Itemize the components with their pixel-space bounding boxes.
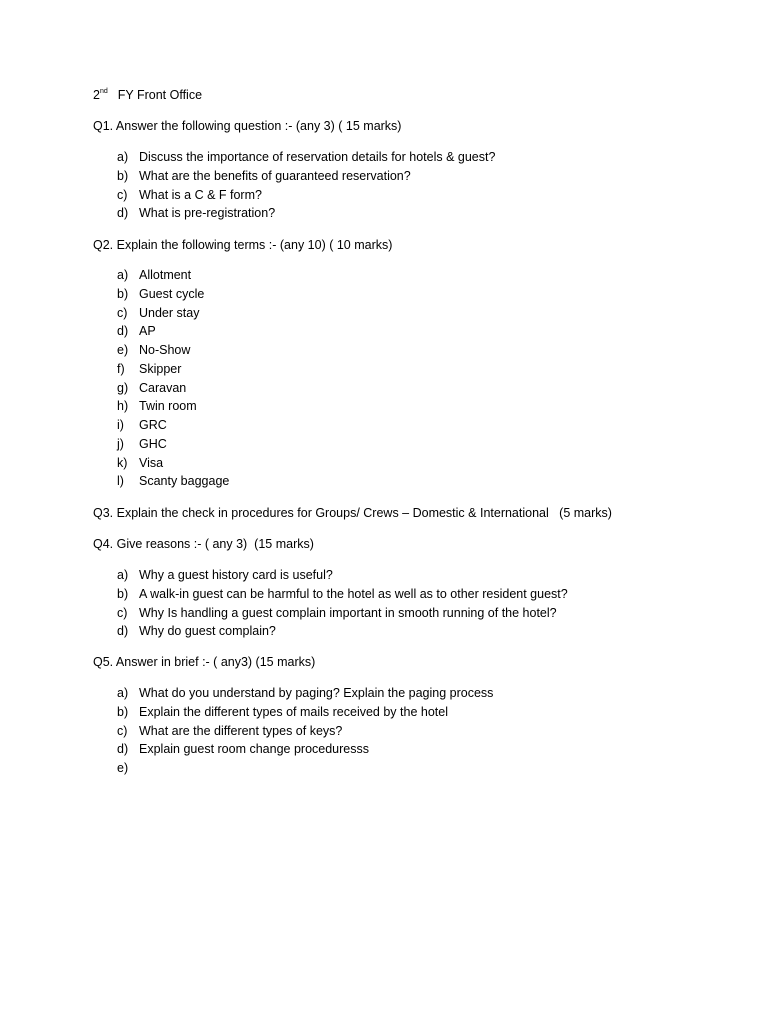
item-marker: l)	[117, 474, 124, 489]
list-item	[117, 322, 229, 341]
item-marker: j)	[117, 436, 124, 451]
list-item	[117, 604, 568, 623]
item-text: Skipper	[139, 361, 182, 376]
q1-list	[117, 148, 495, 223]
item-text: What are the different types of keys?	[139, 723, 343, 738]
item-text: Allotment	[139, 268, 192, 282]
q5-list	[117, 684, 493, 778]
item-marker: g)	[117, 380, 129, 395]
list-item	[117, 722, 493, 741]
item-text: Caravan	[139, 380, 187, 395]
item-text: GHC	[139, 436, 167, 451]
item-marker: b)	[117, 286, 129, 301]
list-item	[117, 684, 493, 703]
title-number: 2	[93, 88, 100, 102]
item-marker: d)	[117, 624, 129, 639]
list-item	[117, 204, 495, 223]
title-text: FY Front Office	[117, 88, 203, 102]
item-text: GRC	[139, 418, 167, 432]
item-marker: e)	[117, 343, 129, 357]
list-item	[117, 703, 493, 722]
item-marker: d)	[117, 206, 129, 221]
item-text: Explain guest room change proceduresss	[139, 742, 369, 757]
list-item	[117, 266, 229, 285]
item-marker: c)	[117, 723, 128, 738]
item-marker: c)	[117, 187, 128, 202]
list-item	[117, 186, 495, 205]
q2-list	[117, 266, 229, 491]
list-item	[117, 585, 568, 604]
list-item	[117, 622, 568, 641]
item-text: A walk-in guest can be harmful to the hotel as well as to other resident guest?	[139, 586, 568, 601]
list-item	[117, 167, 495, 186]
list-item	[117, 304, 229, 323]
list-item	[117, 566, 568, 585]
item-marker: d)	[117, 742, 129, 757]
list-item	[117, 285, 229, 304]
item-marker: a)	[117, 686, 129, 700]
list-item	[117, 759, 493, 778]
list-item	[117, 360, 229, 379]
item-marker: b)	[117, 586, 129, 601]
item-marker: a)	[117, 268, 129, 282]
item-marker: a)	[117, 568, 129, 582]
list-item	[117, 341, 229, 360]
item-text: What is a C & F form?	[139, 187, 262, 202]
list-item	[117, 472, 229, 491]
item-text: Why Is handling a guest complain important in smooth running of the hotel?	[139, 605, 557, 620]
item-marker: h)	[117, 399, 129, 414]
list-item	[117, 397, 229, 416]
item-text: What is pre-registration?	[139, 206, 276, 221]
q4-list	[117, 566, 568, 641]
q2-heading: Q2. Explain the following terms :- (any 10) ( 10 marks)	[93, 238, 393, 252]
item-text: AP	[139, 324, 156, 339]
item-marker: d)	[117, 324, 129, 339]
item-marker: e)	[117, 761, 129, 775]
q5-heading: Q5. Answer in brief :- ( any3) (15 marks)	[93, 655, 316, 669]
item-text: Why a guest history card is useful?	[139, 568, 333, 582]
q3-heading: Q3. Explain the check in procedures for Groups/ Crews – Domestic & International (5 marks)	[93, 506, 612, 520]
list-item	[117, 379, 229, 398]
item-marker: c)	[117, 305, 128, 320]
list-item	[117, 148, 495, 167]
item-text: Scanty baggage	[139, 474, 230, 489]
item-text: Twin room	[139, 399, 197, 414]
item-text: What are the benefits of guaranteed reservation?	[139, 168, 411, 183]
item-text: Why do guest complain?	[139, 624, 276, 639]
list-item	[117, 416, 229, 435]
list-item	[117, 454, 229, 473]
item-text: What do you understand by paging? Explain the paging process	[139, 686, 494, 700]
item-text: Discuss the importance of reservation details for hotels & guest?	[139, 150, 496, 164]
item-text: Explain the different types of mails received by the hotel	[139, 704, 448, 719]
q1-heading: Q1. Answer the following question :- (any 3) ( 15 marks)	[93, 119, 402, 133]
item-text: No-Show	[139, 343, 191, 357]
title-ordinal-suffix: nd	[99, 88, 108, 95]
item-marker: f)	[117, 361, 125, 376]
item-marker: c)	[117, 605, 128, 620]
item-marker: k)	[117, 455, 128, 470]
page-title	[93, 86, 202, 104]
item-marker: i)	[117, 418, 124, 432]
item-marker: b)	[117, 704, 129, 719]
item-marker: a)	[117, 150, 129, 164]
item-text: Visa	[139, 455, 164, 470]
item-marker: b)	[117, 168, 129, 183]
q4-heading: Q4. Give reasons :- ( any 3) (15 marks)	[93, 537, 314, 551]
item-text: Guest cycle	[139, 286, 205, 301]
list-item	[117, 740, 493, 759]
list-item	[117, 435, 229, 454]
item-text: Under stay	[139, 305, 200, 320]
